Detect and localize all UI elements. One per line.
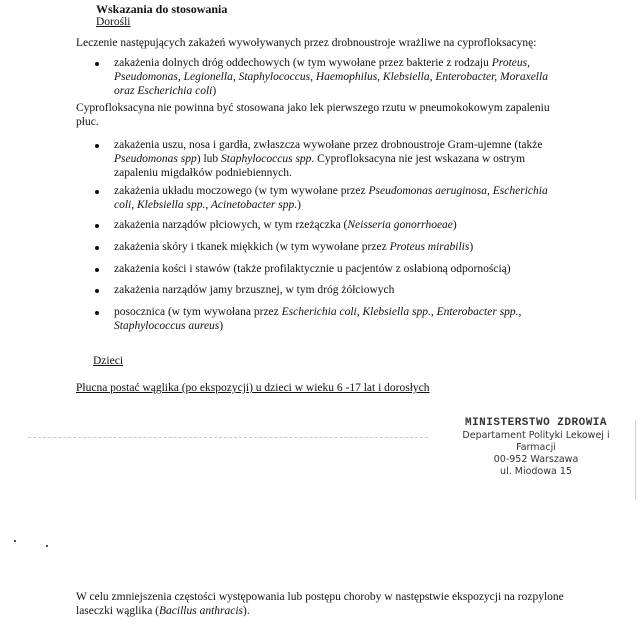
list-item-skin xyxy=(114,240,562,254)
sepsis-organisms: Escherichia coli, Klebsiella spp., Enterobacter spp., Staphylococcus aureus xyxy=(114,306,522,332)
bullet-icon xyxy=(95,264,103,272)
skin-organism: Proteus mirabilis xyxy=(389,241,470,253)
sepsis-text-a: posocznica (w tym wywołana przez xyxy=(114,306,282,318)
final-paragraph xyxy=(76,590,566,618)
pneumococcal-note: Cyprofloksacyna nie powinna być stosowana jako lek pierwszego rzutu w pneumokokowym zapaleniu płuc. xyxy=(76,102,550,128)
list-item-sepsis xyxy=(114,305,562,333)
genital-text-a: zakażenia narządów płciowych, w tym rzeżączka ( xyxy=(114,219,348,231)
bullet-icon xyxy=(95,186,103,194)
bullet-icon xyxy=(95,220,103,228)
children-heading: Dzieci xyxy=(93,355,124,367)
genital-text-c: ) xyxy=(452,219,457,231)
faint-dashed-line xyxy=(28,437,428,438)
respiratory-joiner: oraz xyxy=(114,85,135,97)
ent-organism-staphylococcus: Staphylococcus spp xyxy=(221,153,312,165)
stamp-department: Departament Polityki Lekowej i Farmacji xyxy=(462,430,610,453)
skin-text-c: ) xyxy=(469,241,474,253)
respiratory-last: Escherichia coli xyxy=(137,85,213,97)
stamp-ministry-name: MINISTERSTWO ZDROWIA xyxy=(464,417,608,429)
list-item-abdominal: zakażenia narządów jamy brzusznej, w tym dróg żółciowych xyxy=(114,284,395,296)
urinary-organisms: Pseudomonas aeruginosa, Escherichia coli, Klebsiella spp., Acinetobacter spp. xyxy=(114,185,548,211)
ent-text-e: . Cyprofloksacyna nie jest wskazana w ostrym zapaleniu migdałków podniebiennych. xyxy=(114,153,526,179)
ent-organism-pseudomonas: Pseudomonas spp xyxy=(114,153,197,165)
sepsis-text-c: ) xyxy=(219,320,224,332)
ent-text-c: ) lub xyxy=(196,153,222,165)
list-item-bone: zakażenia kości i stawów (także profilaktycznie u pacjentów z osłabioną odpornością) xyxy=(114,263,511,275)
bullet-icon xyxy=(95,242,103,250)
list-item-respiratory xyxy=(114,56,562,98)
genital-organism: Neisseria gonorrhoeae xyxy=(347,219,453,231)
list-item-urinary xyxy=(114,184,562,212)
adults-heading: Dorośli xyxy=(96,16,131,28)
bullet-icon xyxy=(95,307,103,315)
final-text-a: W celu zmniejszenia częstości występowania lub postępu choroby w następstwie ekspozycji na rozpylone laseczki wąglika ( xyxy=(76,591,564,617)
bullet-icon xyxy=(95,285,103,293)
scan-speck xyxy=(14,540,16,542)
urinary-text-a: zakażenia układu moczowego (w tym wywołane przez xyxy=(114,185,369,197)
intro-paragraph: Leczenie następujących zakażeń wywoływanych przez drobnoustroje wrażliwe na cyprofloksacynę: xyxy=(76,37,537,49)
final-text-c: ). xyxy=(243,605,250,617)
bullet-icon xyxy=(95,140,103,148)
respiratory-organisms: Proteus, Pseudomonas, Legionella, Staphylococcus, Haemophilus, Klebsiella, Enterobacter, Moraxella xyxy=(114,57,548,83)
ministry-stamp xyxy=(446,416,626,478)
inhalational-anthrax-title: Płucna postać wąglika (po ekspozycji) u dzieci w wieku 6 -17 lat i dorosłych xyxy=(76,382,430,394)
final-organism: Bacillus anthracis xyxy=(159,605,244,617)
respiratory-close: ) xyxy=(212,85,217,97)
list-item-ent xyxy=(114,138,562,180)
skin-text-a: zakażenia skóry i tkanek miękkich (w tym wywołane przez xyxy=(114,241,390,253)
stamp-postcode-city: 00-952 Warszawa xyxy=(493,454,579,465)
respiratory-lead: zakażenia dolnych dróg oddechowych (w tym wywołane przez bakterie z rodzaju xyxy=(114,57,492,69)
list-item-genital xyxy=(114,218,562,232)
ent-text-a: zakażenia uszu, nosa i gardła, zwłaszcza wywołane przez drobnoustroje Gram-ujemne (także xyxy=(114,139,543,151)
stamp-street: ul. Miodowa 15 xyxy=(500,466,572,477)
section-title: Wskazania do stosowania xyxy=(96,2,228,16)
scan-speck xyxy=(46,545,48,547)
page-edge-line xyxy=(635,420,636,500)
urinary-text-c: ) xyxy=(297,199,301,211)
bullet-icon xyxy=(95,58,103,66)
